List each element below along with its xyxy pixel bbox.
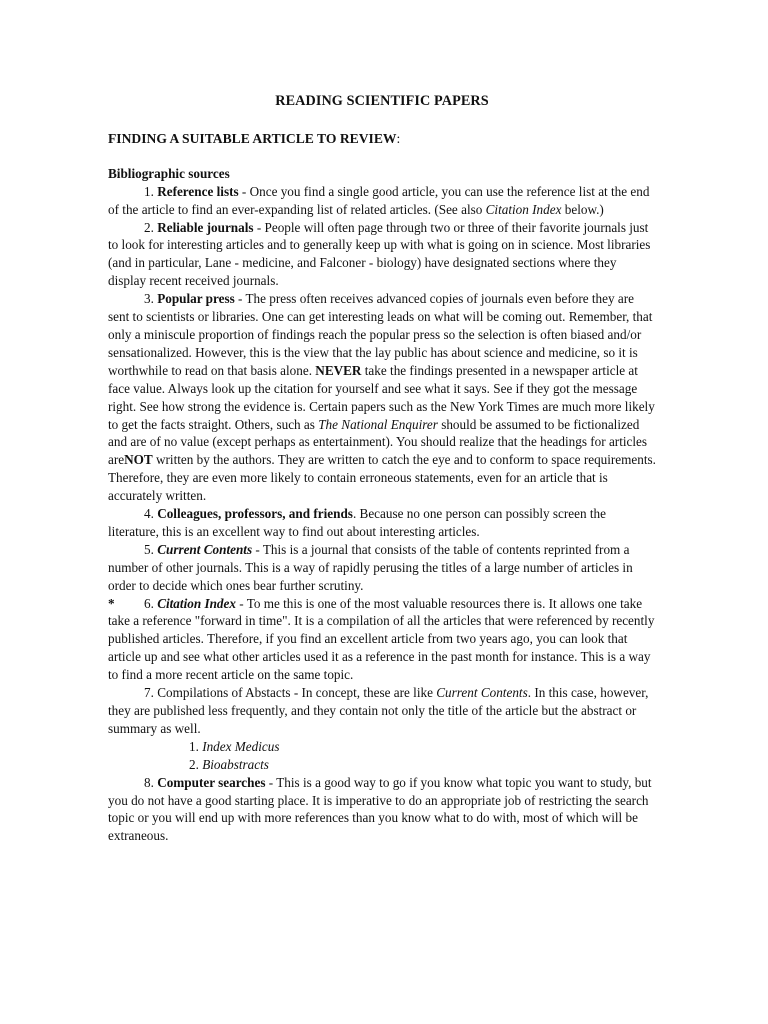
item-text: - This is a good way to go if you know what topic you want to study, but you do not have a good starting place. It is imperative to do an appropriate job of restricting the search topic or you will end up with more references than you know what to do with, most of which will be extraneous. bbox=[108, 774, 652, 844]
subheading-bibliographic-sources: Bibliographic sources bbox=[108, 165, 230, 181]
item-text: . Because no one person can possibly screen the literature, this is an excellent way to find out about interesting articles. bbox=[108, 506, 606, 539]
item-term: Citation Index bbox=[157, 595, 236, 611]
item-number: 7. bbox=[144, 685, 158, 701]
list-item-popular-press bbox=[108, 290, 656, 505]
item-text: take the findings presented in a newspaper article at face value. Always look up the citation for yourself and see what it says. See if they got the message right. See how strong the evidence is. Certain papers such as the New York Times are much more likely to get the facts straight. Others, such as bbox=[108, 362, 655, 432]
sublist-item bbox=[189, 756, 656, 774]
item-text: . In this case, however, they are published less frequently, and they contain not only the title of the article but the abstract or summary as well. bbox=[108, 685, 649, 736]
item-number: 6. bbox=[144, 595, 158, 611]
item-text: - This is a journal that consists of the table of contents reprinted from a number of other journals. This is a way of rapidly perusing the titles of a large number of articles in order to decide which ones bear further scrutiny. bbox=[108, 541, 633, 593]
document-page bbox=[108, 93, 656, 845]
item-number: 1. bbox=[144, 183, 158, 199]
section-heading bbox=[108, 130, 656, 148]
sub-item-label: Bioabstracts bbox=[202, 756, 269, 772]
item-number: 2. bbox=[144, 219, 158, 235]
list-item-colleagues bbox=[108, 505, 656, 541]
abstracts-sublist bbox=[108, 738, 656, 774]
item-term: Popular press bbox=[157, 291, 235, 307]
list-item-reference-lists bbox=[108, 183, 656, 219]
sub-item-number: 1. bbox=[189, 738, 203, 754]
item-number: 4. bbox=[144, 506, 158, 522]
item-text: - People will often page through two or three of their favorite journals just to look for interesting articles and to generally keep up with what is going on in science. Most libraries (and in particular, Lane - medicine, and Falconer - biology) have designated sections where they display recent received journals. bbox=[108, 219, 651, 289]
list-item-citation-index bbox=[108, 595, 656, 685]
list-item-reliable-journals bbox=[108, 219, 656, 291]
sublist-item bbox=[189, 738, 656, 756]
item-number: 5. bbox=[144, 541, 158, 557]
item-number: 3. bbox=[144, 291, 158, 307]
item-text: - Once you find a single good article, you can use the reference list at the end of the article to find an ever-expanding list of related articles. (See also bbox=[108, 183, 650, 217]
section-heading-text: FINDING A SUITABLE ARTICLE TO REVIEW bbox=[108, 130, 397, 146]
list-item-abstracts bbox=[108, 684, 656, 738]
item-italic: Current Contents bbox=[436, 685, 528, 701]
star-marker: * bbox=[108, 595, 115, 611]
item-term: Reliable journals bbox=[157, 219, 254, 235]
page-title: READING SCIENTIFIC PAPERS bbox=[275, 93, 489, 109]
item-term: Reference lists bbox=[157, 183, 239, 199]
item-italic: The National Enquirer bbox=[318, 416, 438, 432]
section-heading-colon: : bbox=[396, 130, 401, 146]
item-term: Current Contents bbox=[157, 541, 253, 557]
item-text: - To me this is one of the most valuable resources there is. It allows one take take a reference "forward in time". It is a compilation of all the articles that were referenced by recently published articles. Therefore, if you find an excellent article from two years ago, you can look that article up and see what other articles used it as a reference in the past month for instance. This is a way to find a more recent article on the same topic. bbox=[108, 595, 655, 683]
item-text: - The press often receives advanced copies of journals even before they are sent to scientists or libraries. One can get interesting leads on what will be coming out. Remember, that only a miniscule proportion of findings reach the popular press so the selection is often biased and/or sensationalized. However, this is the view that the lay public has about science and medicine, so it is worthwhile to read on that basis alone. bbox=[108, 291, 653, 378]
item-bold: NEVER bbox=[315, 362, 362, 378]
sub-item-number: 2. bbox=[189, 756, 203, 772]
item-bold: NOT bbox=[124, 452, 153, 468]
item-italic: Citation Index bbox=[485, 201, 562, 217]
sub-item-label: Index Medicus bbox=[202, 738, 280, 754]
list-item-current-contents bbox=[108, 541, 656, 595]
list-item-computer-searches bbox=[108, 774, 656, 846]
item-term: Computer searches bbox=[157, 774, 266, 790]
item-term: Colleagues, professors, and friends bbox=[157, 506, 353, 522]
item-text: should be assumed to be fictionalized and are of no value (except perhaps as entertainment). You should realize that the headings for articles are bbox=[108, 416, 648, 468]
item-number: 8. bbox=[144, 774, 158, 790]
item-text: Compilations of Abstacts - In concept, these are like bbox=[157, 685, 437, 701]
item-text: below.) bbox=[561, 201, 604, 217]
item-text: written by the authors. They are written to catch the eye and to conform to space requirements. Therefore, they are even more likely to contain erroneous statements, even for an article that is accurately written. bbox=[108, 452, 656, 504]
